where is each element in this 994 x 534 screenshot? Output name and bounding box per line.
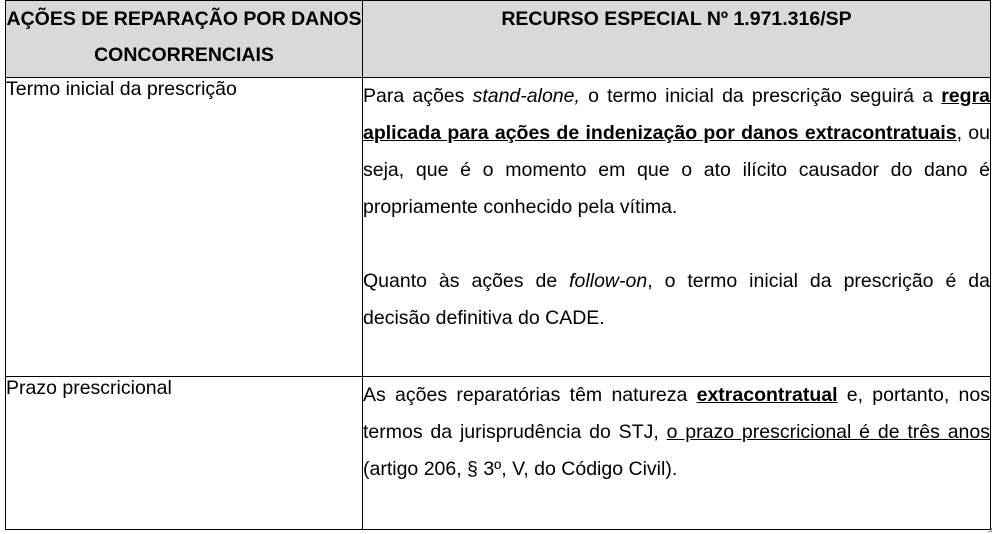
resize-corner-icon [988, 528, 992, 532]
text-run: (artigo 206, § 3º, V, do Código Civil). [363, 458, 678, 480]
row-label: Prazo prescricional [6, 377, 363, 530]
paragraph [363, 263, 990, 337]
text-run: Para ações [363, 85, 473, 107]
table-row [6, 377, 991, 530]
header-title-actions: AÇÕES DE REPARAÇÃO POR DANOS CONCORRENCIAIS [6, 8, 362, 66]
text-run: As ações reparatórias têm natureza [363, 384, 697, 406]
table-row [6, 78, 991, 377]
text-run: o termo inicial da prescrição seguirá a [579, 85, 942, 107]
paragraph-spacer [363, 226, 990, 263]
emphasis-text: regra aplicada para ações de indenização por danos extracontratuais [363, 85, 990, 144]
header-row [6, 1, 991, 78]
italic-term: follow-on [569, 270, 648, 292]
row-content [363, 78, 991, 377]
underlined-text: o prazo prescricional é de três anos [666, 421, 990, 443]
text-run: , ou seja, que é o momento em que o ato ilícito causador do dano é propriamente conhecido pela vítima. [363, 122, 990, 218]
paragraph [363, 377, 990, 488]
paragraph [363, 78, 990, 226]
header-title-appeal: RECURSO ESPECIAL Nº 1.971.316/SP [501, 8, 852, 30]
header-cell-actions [6, 1, 363, 78]
text-run: e, portanto, nos termos da jurisprudência do STJ, [363, 384, 990, 443]
text-run: , o termo inicial da prescrição é da decisão definitiva do CADE. [363, 270, 990, 329]
row-content [363, 377, 991, 530]
text-run: Quanto às ações de [363, 270, 570, 292]
comparison-table [5, 0, 991, 530]
row-label: Termo inicial da prescrição [6, 78, 363, 377]
italic-term: stand-alone, [472, 85, 580, 107]
emphasis-text: extracontratual [696, 384, 838, 406]
header-cell-appeal [363, 1, 991, 78]
